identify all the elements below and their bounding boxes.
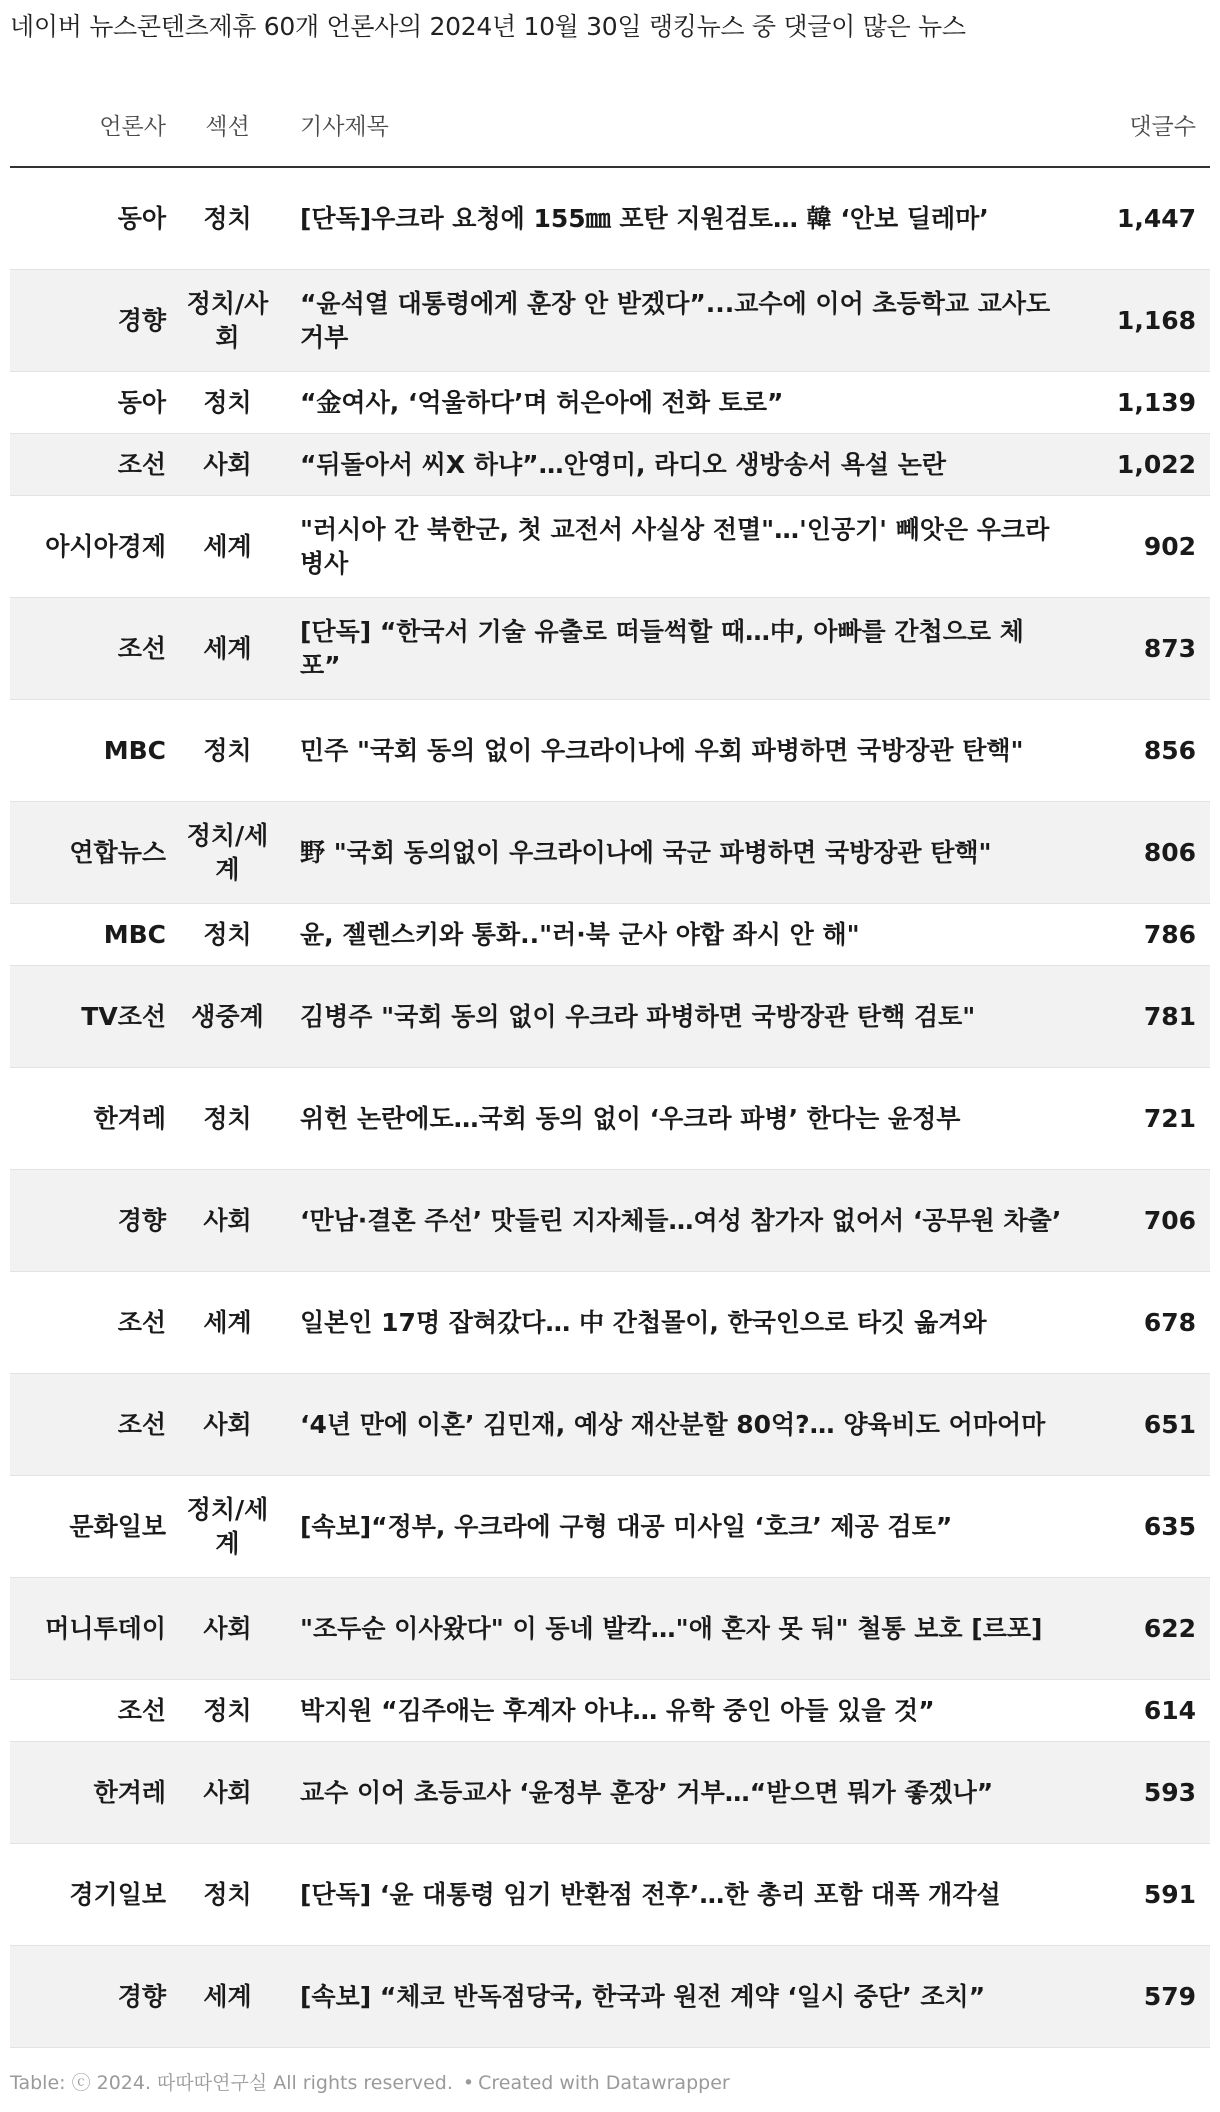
table-row[interactable] [10, 434, 1210, 496]
cell-publisher: 한겨레 [10, 1068, 170, 1170]
cell-publisher: 연합뉴스 [10, 802, 170, 904]
cell-section: 사회 [170, 1374, 285, 1476]
cell-article-title[interactable]: “윤석열 대통령에게 훈장 안 받겠다”...교수에 이어 초등학교 교사도 거부 [285, 270, 1075, 372]
cell-article-title[interactable]: 교수 이어 초등교사 ‘윤정부 훈장’ 거부…“받으면 뭐가 좋겠나” [285, 1742, 1075, 1844]
table-row[interactable] [10, 1946, 1210, 2048]
cell-publisher: 조선 [10, 1272, 170, 1374]
table-row[interactable] [10, 966, 1210, 1068]
header-article[interactable]: 기사제목 [285, 82, 1075, 167]
cell-section: 정치 [170, 1680, 285, 1742]
cell-publisher: 조선 [10, 1680, 170, 1742]
table-row[interactable] [10, 802, 1210, 904]
table-row[interactable] [10, 1170, 1210, 1272]
table-row[interactable] [10, 167, 1210, 270]
cell-article-title[interactable]: 박지원 “김주애는 후계자 아냐… 유학 중인 아들 있을 것” [285, 1680, 1075, 1742]
cell-section: 세계 [170, 496, 285, 598]
cell-comment-count: 591 [1075, 1844, 1210, 1946]
cell-section: 정치 [170, 372, 285, 434]
cell-comment-count: 651 [1075, 1374, 1210, 1476]
cell-publisher: TV조선 [10, 966, 170, 1068]
table-row[interactable] [10, 1068, 1210, 1170]
cell-comment-count: 1,168 [1075, 270, 1210, 372]
cell-section: 정치 [170, 167, 285, 270]
cell-publisher: 조선 [10, 1374, 170, 1476]
table-row[interactable] [10, 1476, 1210, 1578]
cell-section: 정치 [170, 1068, 285, 1170]
header-publisher[interactable]: 언론사 [10, 82, 170, 167]
cell-article-title[interactable]: 윤, 젤렌스키와 통화.."러·북 군사 야합 좌시 안 해" [285, 904, 1075, 966]
table-row[interactable] [10, 598, 1210, 700]
cell-publisher: 아시아경제 [10, 496, 170, 598]
cell-publisher: MBC [10, 700, 170, 802]
table-row[interactable] [10, 270, 1210, 372]
footer-source: Table: ⓒ 2024. 따따따연구실 All rights reserved. [10, 2072, 453, 2094]
header-row [10, 82, 1210, 167]
cell-section: 생중계 [170, 966, 285, 1068]
cell-article-title[interactable]: "조두순 이사왔다" 이 동네 발칵…"애 혼자 못 둬" 철통 보호 [르포] [285, 1578, 1075, 1680]
table-row[interactable] [10, 1374, 1210, 1476]
cell-publisher: 한겨레 [10, 1742, 170, 1844]
cell-article-title[interactable]: [단독] ‘윤 대통령 임기 반환점 전후’…한 총리 포함 대폭 개각설 [285, 1844, 1075, 1946]
cell-comment-count: 873 [1075, 598, 1210, 700]
cell-comment-count: 806 [1075, 802, 1210, 904]
cell-comment-count: 856 [1075, 700, 1210, 802]
cell-article-title[interactable]: "러시아 간 북한군, 첫 교전서 사실상 전멸"…'인공기' 빼앗은 우크라 병사 [285, 496, 1075, 598]
cell-comment-count: 1,447 [1075, 167, 1210, 270]
table-title: 네이버 뉴스콘텐츠제휴 60개 언론사의 2024년 10월 30일 랭킹뉴스 중 댓글이 많은 뉴스 [10, 12, 966, 41]
cell-article-title[interactable]: [속보]“정부, 우크라에 구형 대공 미사일 ‘호크’ 제공 검토” [285, 1476, 1075, 1578]
cell-publisher: 머니투데이 [10, 1578, 170, 1680]
cell-publisher: MBC [10, 904, 170, 966]
table-row[interactable] [10, 1578, 1210, 1680]
cell-article-title[interactable]: [속보] “체코 반독점당국, 한국과 원전 계약 ‘일시 중단’ 조치” [285, 1946, 1075, 2048]
table-row[interactable] [10, 904, 1210, 966]
cell-comment-count: 614 [1075, 1680, 1210, 1742]
cell-section: 정치 [170, 1844, 285, 1946]
footer-credit[interactable]: Created with Datawrapper [478, 2072, 730, 2094]
cell-article-title[interactable]: ‘4년 만에 이혼’ 김민재, 예상 재산분할 80억?… 양육비도 어마어마 [285, 1374, 1075, 1476]
cell-publisher: 동아 [10, 372, 170, 434]
table-row[interactable] [10, 1844, 1210, 1946]
table-row[interactable] [10, 700, 1210, 802]
cell-publisher: 동아 [10, 167, 170, 270]
cell-publisher: 문화일보 [10, 1476, 170, 1578]
cell-comment-count: 786 [1075, 904, 1210, 966]
cell-section: 세계 [170, 598, 285, 700]
cell-article-title[interactable]: 일본인 17명 잡혀갔다… 中 간첩몰이, 한국인으로 타깃 옮겨와 [285, 1272, 1075, 1374]
table-body [10, 167, 1210, 2048]
header-comments[interactable]: 댓글수 [1075, 82, 1210, 167]
cell-article-title[interactable]: “뒤돌아서 씨X 하냐”…안영미, 라디오 생방송서 욕설 논란 [285, 434, 1075, 496]
cell-section: 정치 [170, 904, 285, 966]
cell-section: 사회 [170, 1578, 285, 1680]
footer [10, 2070, 730, 2096]
ranking-table [10, 82, 1210, 2048]
table-row[interactable] [10, 496, 1210, 598]
table-row[interactable] [10, 1742, 1210, 1844]
cell-comment-count: 902 [1075, 496, 1210, 598]
cell-article-title[interactable]: ‘만남·결혼 주선’ 맛들린 지자체들…여성 참가자 없어서 ‘공무원 차출’ [285, 1170, 1075, 1272]
table-row[interactable] [10, 1680, 1210, 1742]
cell-section: 세계 [170, 1946, 285, 2048]
table-row[interactable] [10, 1272, 1210, 1374]
cell-publisher: 경향 [10, 1170, 170, 1272]
cell-section: 사회 [170, 434, 285, 496]
cell-comment-count: 721 [1075, 1068, 1210, 1170]
cell-section: 정치/세계 [170, 802, 285, 904]
table-row[interactable] [10, 372, 1210, 434]
cell-article-title[interactable]: 민주 "국회 동의 없이 우크라이나에 우회 파병하면 국방장관 탄핵" [285, 700, 1075, 802]
cell-article-title[interactable]: [단독]우크라 요청에 155㎜ 포탄 지원검토… 韓 ‘안보 딜레마’ [285, 167, 1075, 270]
cell-publisher: 조선 [10, 434, 170, 496]
cell-article-title[interactable]: [단독] “한국서 기술 유출로 떠들썩할 때…中, 아빠를 간첩으로 체포” [285, 598, 1075, 700]
cell-comment-count: 635 [1075, 1476, 1210, 1578]
cell-publisher: 조선 [10, 598, 170, 700]
cell-publisher: 경향 [10, 270, 170, 372]
cell-publisher: 경기일보 [10, 1844, 170, 1946]
cell-comment-count: 706 [1075, 1170, 1210, 1272]
cell-article-title[interactable]: 野 "국회 동의없이 우크라이나에 국군 파병하면 국방장관 탄핵" [285, 802, 1075, 904]
cell-section: 세계 [170, 1272, 285, 1374]
cell-comment-count: 593 [1075, 1742, 1210, 1844]
cell-comment-count: 622 [1075, 1578, 1210, 1680]
cell-comment-count: 781 [1075, 966, 1210, 1068]
cell-article-title[interactable]: “金여사, ‘억울하다’며 허은아에 전화 토로” [285, 372, 1075, 434]
cell-section: 정치/사회 [170, 270, 285, 372]
cell-comment-count: 678 [1075, 1272, 1210, 1374]
cell-section: 정치 [170, 700, 285, 802]
cell-comment-count: 1,022 [1075, 434, 1210, 496]
cell-section: 정치/세계 [170, 1476, 285, 1578]
cell-section: 사회 [170, 1170, 285, 1272]
cell-comment-count: 1,139 [1075, 372, 1210, 434]
cell-publisher: 경향 [10, 1946, 170, 2048]
cell-section: 사회 [170, 1742, 285, 1844]
footer-separator: • [462, 2072, 475, 2094]
cell-article-title[interactable]: 위헌 논란에도…국회 동의 없이 ‘우크라 파병’ 한다는 윤정부 [285, 1068, 1075, 1170]
cell-article-title[interactable]: 김병주 "국회 동의 없이 우크라 파병하면 국방장관 탄핵 검토" [285, 966, 1075, 1068]
cell-comment-count: 579 [1075, 1946, 1210, 2048]
header-section[interactable]: 섹션 [170, 82, 285, 167]
